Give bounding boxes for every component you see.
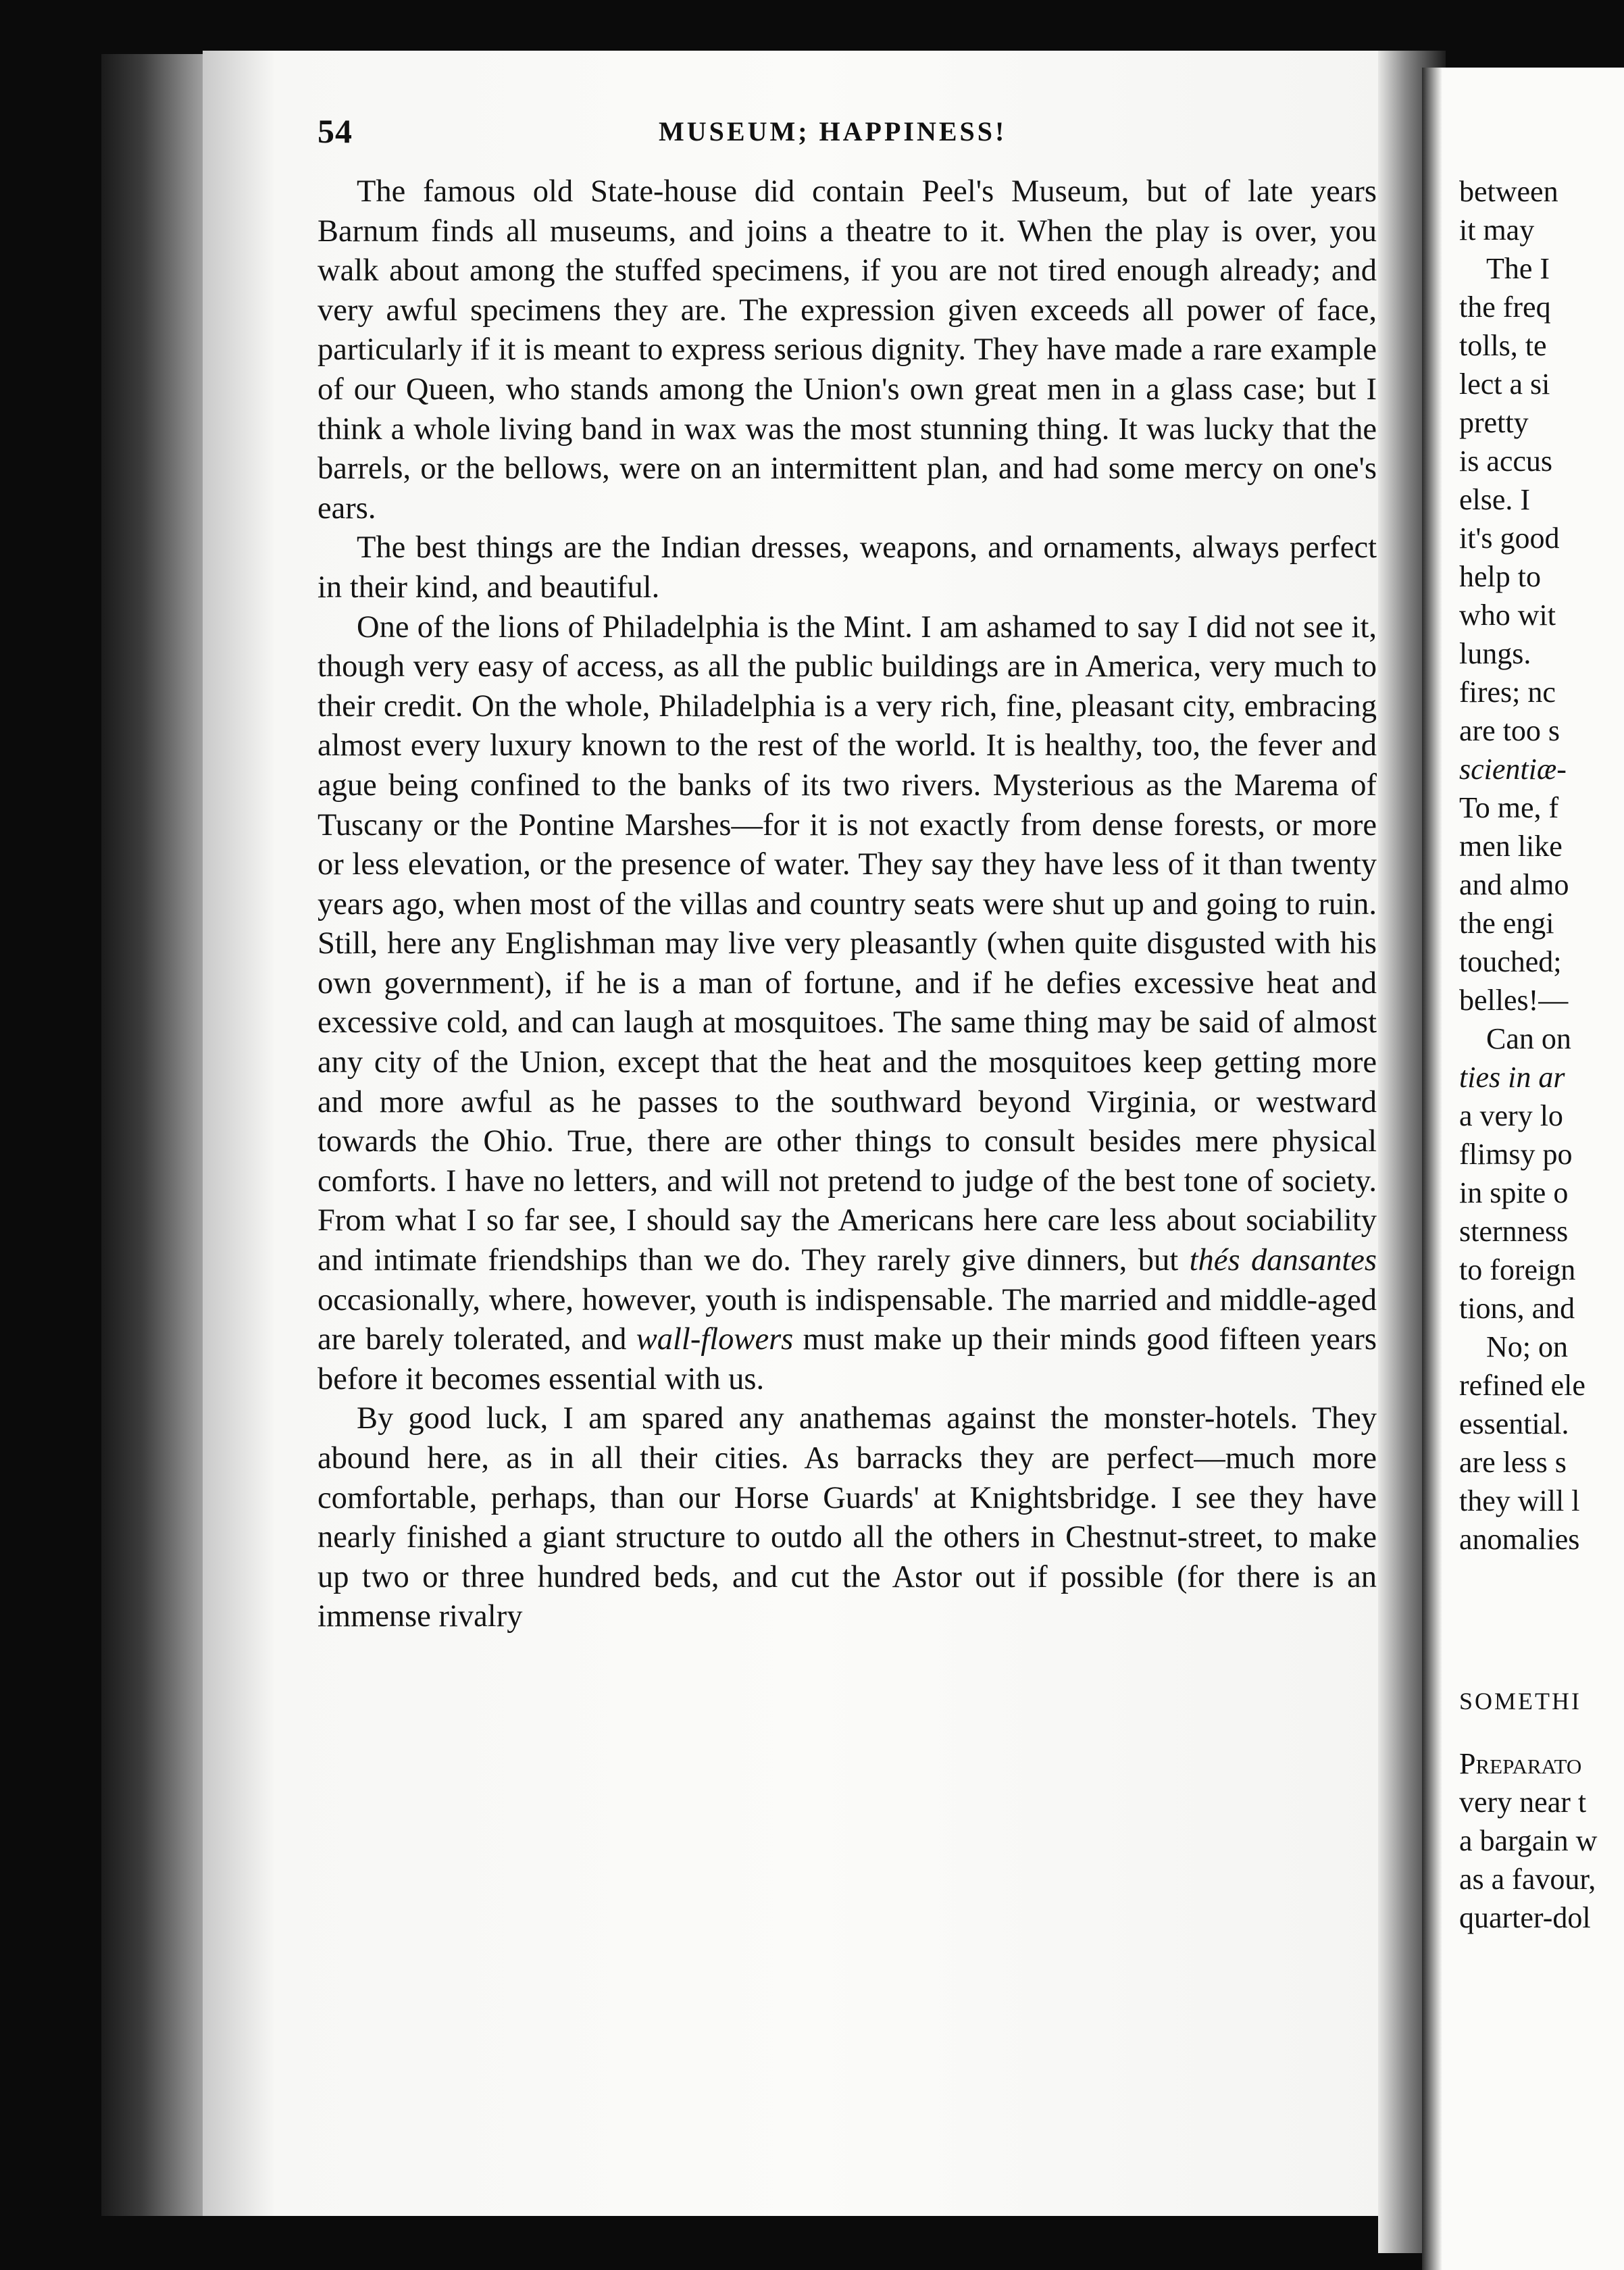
paragraph-4: By good luck, I am spared any anathemas against the monster-hotels. They abound here, as in all their cities. As barracks they are perfect—much more comfortable, perhaps, than our Horse Guards' at Knightsbridge. I see they have nearly finished a giant structure to outdo all the others in Chestnut-street, to make up two or three hundred beds, and cut the Astor out if possible (for there is an immense rivalry (318, 1401, 1377, 1634)
right-line: pretty (1459, 406, 1529, 439)
right-line: men like (1459, 830, 1563, 863)
right-line: touched; (1459, 945, 1562, 978)
paragraph-2: The best things are the Indian dresses, weapons, and ornaments, always perfect in their kind, and beautiful. (318, 530, 1377, 605)
right-line: quarter-dol (1459, 1901, 1591, 1934)
right-line: lect a si (1459, 368, 1550, 401)
right-line: refined ele (1459, 1369, 1585, 1402)
right-line: belles!— (1459, 984, 1569, 1017)
paragraph-3 (318, 608, 1377, 1400)
right-line: the freq (1459, 291, 1551, 324)
right-line: in spite o (1459, 1176, 1569, 1209)
right-line: to foreign (1459, 1253, 1576, 1286)
right-line: fires; nc (1459, 676, 1556, 709)
running-head: MUSEUM; HAPPINESS! (659, 116, 1007, 147)
right-line: are too s (1459, 714, 1560, 747)
right-line: tions, and (1459, 1292, 1575, 1325)
paragraph-3-text-b: occasionally, where, however, youth is indispensable. The married and middle-aged are barely tolerated, and (318, 1282, 1377, 1357)
page-header (318, 111, 1378, 152)
right-line: flimsy po (1459, 1138, 1573, 1171)
right-line-italic: ties in ar (1459, 1061, 1565, 1094)
right-spacer (1459, 1559, 1624, 1674)
page-number: 54 (318, 112, 353, 150)
right-line: a very lo (1459, 1099, 1563, 1132)
right-line: tolls, te (1459, 329, 1547, 362)
right-line: lungs. (1459, 637, 1531, 670)
right-line: and almo (1459, 868, 1569, 901)
right-line: it may (1459, 213, 1535, 247)
right-line: between (1459, 175, 1558, 208)
right-line: anomalies (1459, 1523, 1580, 1556)
right-line: sternness (1459, 1215, 1569, 1248)
right-page-fragment (1459, 172, 1624, 1937)
right-section-heading: SOMETHI (1459, 1688, 1581, 1715)
right-line: help to (1459, 560, 1541, 593)
right-line: is accus (1459, 445, 1553, 478)
italic-wall-flowers: wall-flowers (636, 1322, 794, 1357)
right-line: they will l (1459, 1484, 1580, 1517)
paragraph-3-text-a: One of the lions of Philadelphia is the Mint. I am ashamed to say I did not see it, though very easy of access, as all the public buildings are in America, very much to their credit. On the whole, Philadelphia is a very rich, fine, pleasant city, embracing almost every luxury known to the rest of the world. It is healthy, too, the fever and ague being confined to the banks of its two rivers. Mysterious as the Marema of Tuscany or the Pontine Marshes—for it is not exactly from dense forests, or more or less elevation, or the presence of water. They say they have less of it than twenty years ago, when most of the villas and country seats were shut up and going to ruin. Still, here any Englishman may live very pleasantly (when quite disgusted with his own government), if he is a man of fortune, and if he defies excessive heat and excessive cold, and can laugh at mosquitoes. The same thing may be said of almost any city of the Union, except that the heat and the mosquitoes keep getting more and more awful as he passes to the southward beyond Virginia, or westward towards the Ohio. True, there are other things to consult besides mere physical comforts. I have no letters, and will not pretend to judge of the best tone of society. From what I so far see, I should say the Americans here care less about sociability and intimate friendships than we do. They rarely give dinners, but (318, 609, 1377, 1278)
paragraph-3-text-c: must make up their minds good fifteen years before it becomes essential with us. (318, 1322, 1377, 1396)
right-line: Can on (1486, 1022, 1571, 1055)
right-line: Preparato (1459, 1747, 1582, 1780)
right-line: else. I (1459, 483, 1531, 516)
right-line: essential. (1459, 1407, 1569, 1440)
right-line: a bargain w (1459, 1824, 1598, 1857)
right-line: are less s (1459, 1446, 1567, 1479)
right-line-italic: scientiæ- (1459, 753, 1567, 786)
right-line: No; on (1486, 1330, 1568, 1363)
right-line: as a favour, (1459, 1863, 1596, 1896)
right-line: it's good (1459, 522, 1560, 555)
italic-thes-dansantes: thés dansantes (1189, 1243, 1377, 1278)
right-line: who wit (1459, 599, 1556, 632)
right-line: very near t (1459, 1786, 1587, 1819)
paragraph-1: The famous old State-house did contain Peel's Museum, but of late years Barnum finds all museums, and joins a theatre to it. When the play is over, you walk about among the stuffed specimens, if you are not tired enough already; and very awful specimens they are. The expression given exceeds all power of face, particularly if it is meant to express serious dignity. They have made a rare example of our Queen, who stands among the Union's own great men in a glass case; but I think a whole living band in wax was the most stunning thing. It was lucky that the barrels, or the bellows, were on an intermittent plan, and had some mercy on one's ears. (318, 174, 1377, 526)
left-page-body (318, 172, 1377, 1637)
right-line: the engi (1459, 907, 1554, 940)
right-line: To me, f (1459, 791, 1559, 824)
right-line: The I (1486, 252, 1550, 285)
right-page-shadow (1422, 68, 1442, 2270)
